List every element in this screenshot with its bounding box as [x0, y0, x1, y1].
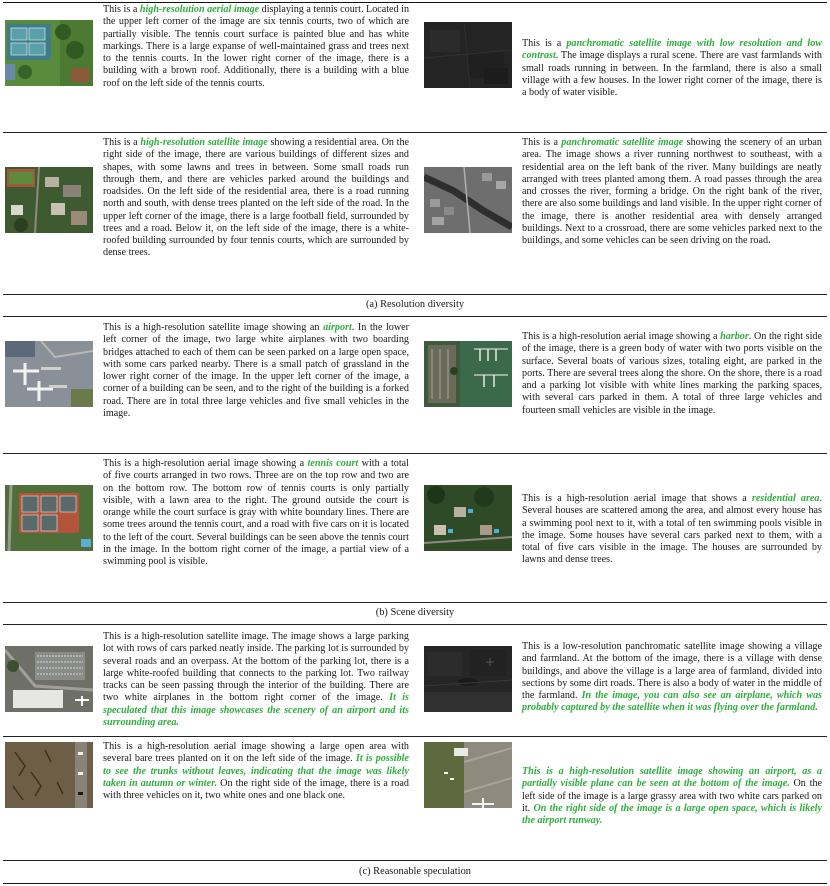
description-text: On the right side of the image, there is a road with three vehicles on it, two white ones and one black one.: [103, 777, 409, 801]
description-text: This is a high-resolution aerial image showing a: [103, 458, 308, 469]
description-text: This is a: [522, 38, 567, 49]
rule-divider: [3, 132, 827, 133]
highlighted-phrase: harbor: [720, 331, 749, 342]
rule-divider: [3, 602, 827, 603]
highlighted-phrase: high-resolution satellite image: [140, 137, 268, 148]
highlighted-phrase: This is a high-resolution satellite image showing an airport, as a partially visible plane can be seen at the bottom of the image.: [522, 766, 822, 790]
description-text: showing the scenery of an urban area. The image shows a river running northwest to southeast, with a residential area on the left bank of the river. Many buildings are neatly arranged with trees planted among them. A road passes through the area and crosses the river, forming a bridge. On the right bank of the river, there are also some buildings and land visible. In the upper right corner of the image, there is another residential area with densely arranged buildings. Next to a crossroad, there are some vehicles parked next to the buildings, and some vehicles can be seen driving on the road.: [522, 137, 822, 246]
description-text: On the left side of the image is a large grassy area with two white cars parked on it.: [522, 778, 822, 814]
residential-image-thumbnail: [424, 485, 512, 551]
rule-divider: [3, 294, 827, 295]
highlighted-phrase: On the right side of the image is a large open space, which is likely the airport runway.: [522, 802, 822, 826]
subfigure-caption: (c) Reasonable speculation: [359, 866, 471, 877]
description-text: This is a: [103, 4, 140, 15]
description-text: . Several houses are scattered among the area, and almost every house has a swimming pool next to it, with a total of ten swimming pools visible in the image. Some houses have several cars parked next to them, with a total of five cars visible in the image. The houses are surrounded by lawns and dense trees.: [522, 493, 823, 566]
description-text: This is a: [103, 137, 141, 148]
panchromatic-image-thumbnail: [424, 646, 512, 712]
open-area-image-thumbnail: [5, 742, 93, 808]
rule-divider: [3, 316, 827, 317]
description-text: displaying a tennis court. Located in the upper left corner of the image are six tennis courts, two of which are partially visible. The tennis court surface is painted blue and has white markings. There is a large expanse of well-maintained grass and trees next to the tennis courts. In the lower right corner of the image, there is a building with a brown roof. Additionally, there is a building with a blue roof on the left side of the tennis courts.: [103, 4, 410, 89]
description-text: showing a residential area. On the right side of the image, there are various buildings of different sizes and shapes, with some lawns and trees in between. Some small roads run through them, and there are vehicles parked around the buildings and roadsides. On the left side of the residential area, there is a road running north and south, with dense trees planted on the left side of the road. In the upper left corner of the image, there is a large football field, surrounded by trees and a road. Below it, on the left side of the image, there is a white-roofed building surrounded by four tennis courts, which are surrounded by dense trees.: [103, 137, 409, 259]
rule-bottom: [3, 883, 827, 884]
subfigure-caption: (a) Resolution diversity: [365, 299, 465, 310]
description-text: This is a high-resolution aerial image showing a large open area with several bare trees planted on it on the left side of the image.: [103, 741, 409, 765]
parking-lot-image-thumbnail: [5, 646, 93, 712]
harbor-image-thumbnail: [424, 341, 512, 407]
subfigure-caption: (b) Scene diversity: [375, 607, 455, 618]
highlighted-phrase: It is speculated that this image showcases the scenery of an airport and its surrounding area.: [103, 692, 409, 728]
rule-divider: [3, 624, 827, 625]
highlighted-phrase: panchromatic satellite image with low resolution and low contrast: [522, 38, 823, 62]
rule-divider: [3, 453, 827, 454]
description-text: This is a high-resolution satellite image showing an: [103, 322, 324, 333]
highlighted-phrase: high-resolution aerial image: [139, 4, 260, 15]
panchromatic-image-thumbnail: [424, 167, 512, 233]
airport-edge-image-thumbnail: [424, 742, 512, 808]
rule-top: [3, 2, 827, 3]
highlighted-phrase: airport: [323, 322, 352, 333]
description-text: This is a low-resolution panchromatic satellite image showing a village and farmland. At the bottom of the image, there is a village with dense buildings, and above the village is a large area of farmland, divided into sections by some dirt roads. There is also a body of water in the middle of the farmland.: [522, 641, 822, 701]
description-text: . The image displays a rural scene. There are vast farmlands with small roads running in between. In the farmland, there is also a small village with a few houses. In the lower right corner of the image, there is a body of water visible.: [522, 50, 822, 98]
highlighted-phrase: In the image, you can also see an airplane, which was probably captured by the satellite when it was flying over the farmland.: [522, 690, 822, 714]
tennis-court-image-thumbnail: [5, 485, 93, 551]
description-text: This is a: [522, 137, 562, 148]
highlighted-phrase: It is possible to see the trunks without leaves, indicating that the image was likely taken in autumn or winter.: [103, 753, 409, 789]
description-text: . In the lower left corner of the image, two large white airplanes with two boarding bridges attached to each of them can be seen parked on a large open space, with some cars parked nearby. There is a small patch of grassland in the lower right corner of the image. In the upper left corner of the image, a corner of a building can be seen, and to the right of the building is a forked road. There are in total three large vehicles and five small vehicles in the image.: [103, 322, 409, 419]
highlighted-phrase: residential area: [751, 493, 820, 504]
highlighted-phrase: tennis court: [307, 458, 359, 469]
panchromatic-image-thumbnail: [424, 22, 512, 88]
description-text: This is a high-resolution satellite image. The image shows a large parking lot with rows of cars parked neatly inside. The parking lot is surrounded by several roads and an overpass. At the bottom of the parking lot, there is a large white-roofed building that connects to the parking lot. Two railway tracks can be seen passing through the interior of the building. There are two white airplanes in the bottom right corner of the image.: [103, 631, 409, 704]
description-text: This is a high-resolution aerial image that shows a: [522, 493, 752, 504]
airport-image-thumbnail: [5, 341, 93, 407]
description-text: with a total of five courts arranged in two rows. Three are on the top row and two are on the bottom row. The bottom row of tennis courts is only partially visible, with a lawn area to the right. The ground outside the court is orange while the court surface is gray with white boundary lines. There are some trees around the tennis court, and a road with five cars on it is located to the left of the court. Several buildings can be seen above the tennis court in the image. In the bottom right corner of the image, a partial view of a swimming pool is visible.: [103, 458, 409, 567]
description-text: This is a high-resolution aerial image showing a: [522, 331, 721, 342]
aerial-image-thumbnail: [5, 20, 93, 86]
satellite-image-thumbnail: [5, 167, 93, 233]
highlighted-phrase: panchromatic satellite image: [561, 137, 684, 148]
rule-divider: [3, 736, 827, 737]
rule-divider: [3, 860, 827, 861]
description-text: . On the right side of the image, there is a green body of water with two ports visible on the surface. Several boats of various sizes, totaling eight, are parked in the ports. There are several trees along the shore. On the shore, there is a road and a parking lot visible with white lines marking the parking spaces, with several cars parked in them. A total of three large vehicles and fourteen small vehicles are visible in the image.: [522, 331, 822, 416]
